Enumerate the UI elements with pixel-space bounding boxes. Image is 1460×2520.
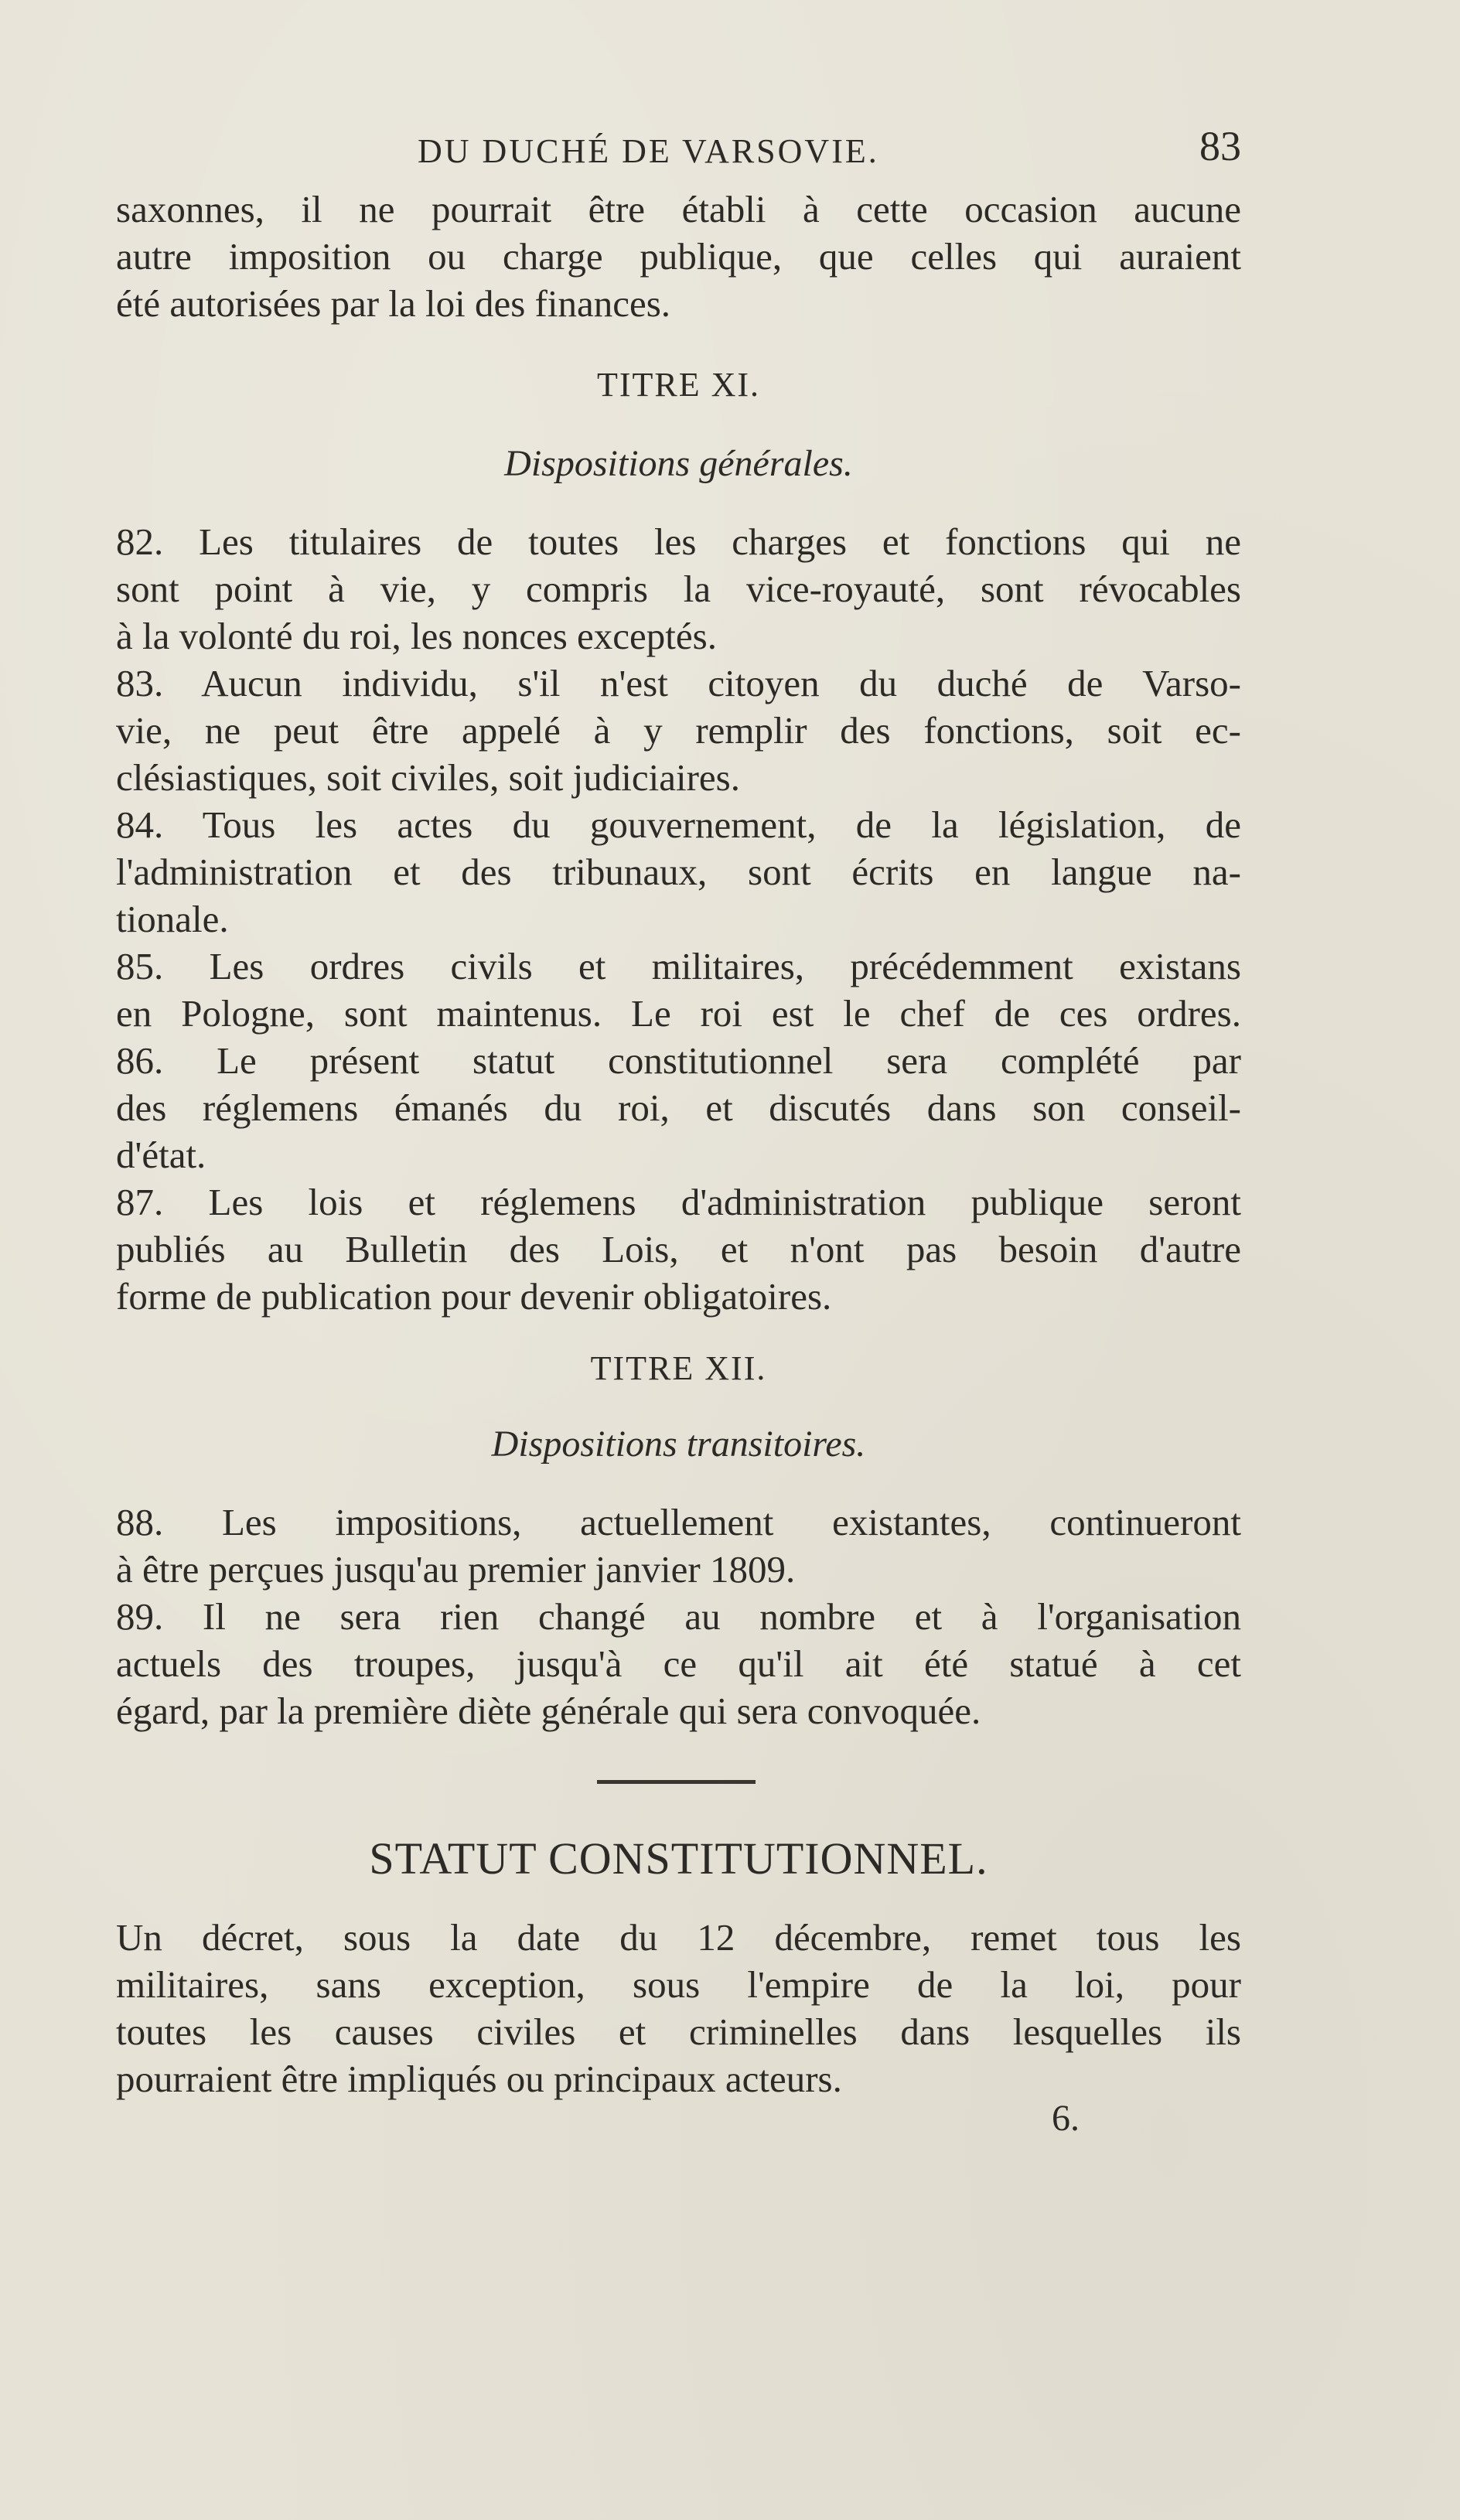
- text-line: actuels des troupes, jusqu'à ce qu'il ait été statué à cet: [116, 1642, 1241, 1685]
- titre-xi-articles: [116, 518, 1241, 1320]
- section-divider: [597, 1780, 756, 1784]
- text-line: d'état.: [116, 1134, 206, 1176]
- text-line: 84. Tous les actes du gouvernement, de la législation, de: [116, 803, 1241, 846]
- statut-paragraph: [116, 1914, 1241, 2102]
- text-line: été autorisées par la loi des finances.: [116, 282, 671, 325]
- text-line: à la volonté du roi, les nonces exceptés.: [116, 615, 717, 657]
- running-head: [116, 122, 1241, 176]
- text-line: 86. Le présent statut constitutionnel sera complété par: [116, 1039, 1241, 1082]
- signature-mark: 6.: [1052, 2098, 1080, 2139]
- titre-xii-subheading-block: [116, 1421, 1241, 1468]
- text-line: 89. Il ne sera rien changé au nombre et à l'organisation: [116, 1595, 1241, 1638]
- page-number: 83: [1199, 123, 1241, 169]
- text-line: 87. Les lois et réglemens d'administration publique seront: [116, 1181, 1241, 1223]
- statut-title: STATUT CONSTITUTIONNEL.: [369, 1833, 988, 1884]
- text-line: 88. Les impositions, actuellement existantes, continueront: [116, 1501, 1241, 1543]
- titre-xi-subheading: Dispositions générales.: [504, 443, 853, 484]
- text-line: vie, ne peut être appelé à y remplir des fonctions, soit ec-: [116, 709, 1241, 752]
- text-line: à être perçues jusqu'au premier janvier 1809.: [116, 1548, 796, 1591]
- titre-xi-subheading-block: [116, 441, 1241, 487]
- text-line: 82. Les titulaires de toutes les charges et fonctions qui ne: [116, 520, 1241, 563]
- text-line: toutes les causes civiles et criminelles dans lesquelles ils: [116, 2010, 1241, 2053]
- text-line: égard, par la première diète générale qui sera convoquée.: [116, 1690, 981, 1732]
- text-line: pourraient être impliqués ou principaux acteurs.: [116, 2058, 842, 2100]
- text-line: publiés au Bulletin des Lois, et n'ont pas besoin d'autre: [116, 1228, 1241, 1270]
- text-line: militaires, sans exception, sous l'empire de la loi, pour: [116, 1963, 1241, 2006]
- titre-xii-articles: [116, 1499, 1241, 1734]
- titre-xii-heading: TITRE XII.: [590, 1349, 767, 1387]
- text-line: forme de publication pour devenir obligatoires.: [116, 1275, 832, 1318]
- titre-xii-subheading: Dispositions transitoires.: [491, 1424, 866, 1465]
- text-line: des réglemens émanés du roi, et discutés dans son conseil-: [116, 1086, 1241, 1129]
- text-line: sont point à vie, y compris la vice-royauté, sont révocables: [116, 568, 1241, 610]
- titre-xi-heading: TITRE XI.: [596, 366, 761, 404]
- statut-title-block: [116, 1831, 1241, 1887]
- text-line: tionale.: [116, 898, 229, 940]
- text-line: 83. Aucun individu, s'il n'est citoyen du duché de Varso-: [116, 662, 1241, 704]
- text-line: 85. Les ordres civils et militaires, précédemment existans: [116, 945, 1241, 987]
- text-line: autre imposition ou charge publique, que celles qui auraient: [116, 235, 1241, 278]
- titre-xi-heading-block: [116, 362, 1241, 408]
- titre-xii-heading-block: [116, 1345, 1241, 1392]
- text-line: Un décret, sous la date du 12 décembre, remet tous les: [116, 1916, 1241, 1959]
- text-line: l'administration et des tribunaux, sont écrits en langue na-: [116, 851, 1241, 893]
- running-title: DU DUCHÉ DE VARSOVIE.: [418, 132, 879, 170]
- intro-paragraph: [116, 186, 1241, 327]
- text-line: saxonnes, il ne pourrait être établi à cette occasion aucune: [116, 188, 1241, 230]
- text-line: en Pologne, sont maintenus. Le roi est le chef de ces ordres.: [116, 992, 1241, 1035]
- text-line: clésiastiques, soit civiles, soit judiciaires.: [116, 756, 740, 799]
